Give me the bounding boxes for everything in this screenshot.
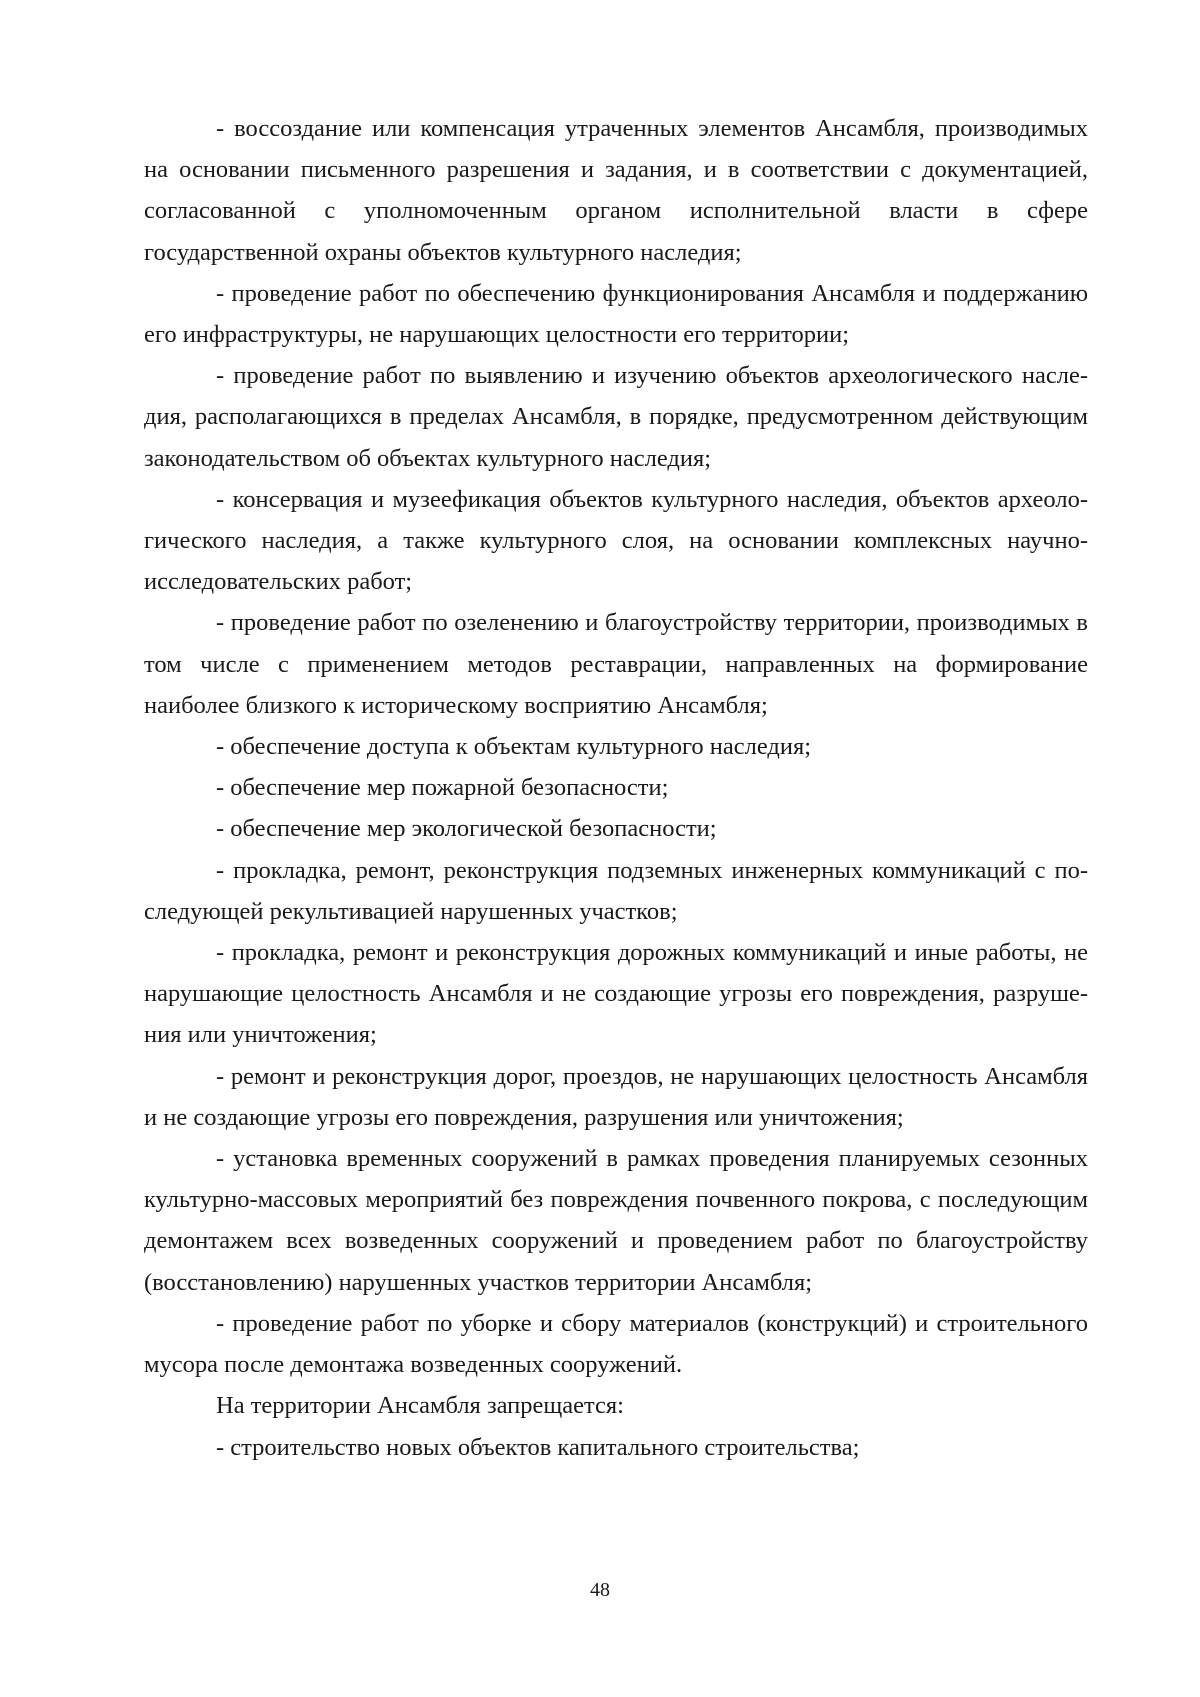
paragraph: - прокладка, ремонт, реконструкция подземных инженерных коммуникаций с последующей рекультивацией нарушенных участков; (144, 856, 1088, 925)
paragraph: - ремонт и реконструкция дорог, проездов, не нарушающих целостность Ансамбля и не создающие угрозы его повреждения, разрушения или уничтожения; (144, 1062, 1088, 1131)
paragraph: - консервация и музеефикация объектов культурного наследия, объектов археологического наследия, а также культурного слоя, на основании комплексных научно-исследовательских работ; (144, 485, 1088, 596)
paragraph: - обеспечение мер пожарной безопасности; (216, 774, 669, 802)
paragraph: - установка временных сооружений в рамках проведения планируемых сезонных культурно-массовых мероприятий без повреждения почвенного покрова, с последующим демонтажем всех возведенных сооружений и проведением работ по благоустройству (восстановлению) нарушенных участков территории Ансамбля; (144, 1145, 1088, 1296)
paragraph: - обеспечение доступа к объектам культурного наследия; (216, 733, 812, 761)
paragraph: - проведение работ по уборке и сбору материалов (конструкций) и строительного мусора после демонтажа возведенных сооружений. (144, 1309, 1088, 1379)
document-body (144, 108, 1088, 1468)
paragraph: - обеспечение мер экологической безопасности; (216, 815, 717, 843)
paragraph: - строительство новых объектов капитального строительства; (216, 1433, 860, 1461)
paragraph: - воссоздание или компенсация утраченных элементов Ансамбля, производимых на основании письменного разрешения и задания, и в соответствии с документацией, согласованной с уполномоченным органом исполнительной власти в сфере государственной охраны объектов культурного наследия; (144, 115, 1088, 266)
paragraph: - проведение работ по обеспечению функционирования Ансамбля и поддержанию его инфраструктуры, не нарушающих целостности его территории; (144, 279, 1088, 349)
paragraph: - прокладка, ремонт и реконструкция дорожных коммуникаций и иные работы, не нарушающие целостность Ансамбля и не создающие угрозы его повреждения, разрушения или уничтожения; (144, 939, 1088, 1049)
paragraph: - проведение работ по озеленению и благоустройству территории, производимых в том числе с применением методов реставрации, направленных на формирование наиболее близкого к историческому восприятию Ансамбля; (144, 609, 1088, 719)
paragraph: На территории Ансамбля запрещается: (216, 1392, 624, 1420)
paragraph: - проведение работ по выявлению и изучению объектов археологического наследия, располагающихся в пределах Ансамбля, в порядке, предусмотренном действующим законодательством об объектах культурного наследия; (144, 362, 1088, 472)
page-number: 48 (590, 1579, 610, 1601)
